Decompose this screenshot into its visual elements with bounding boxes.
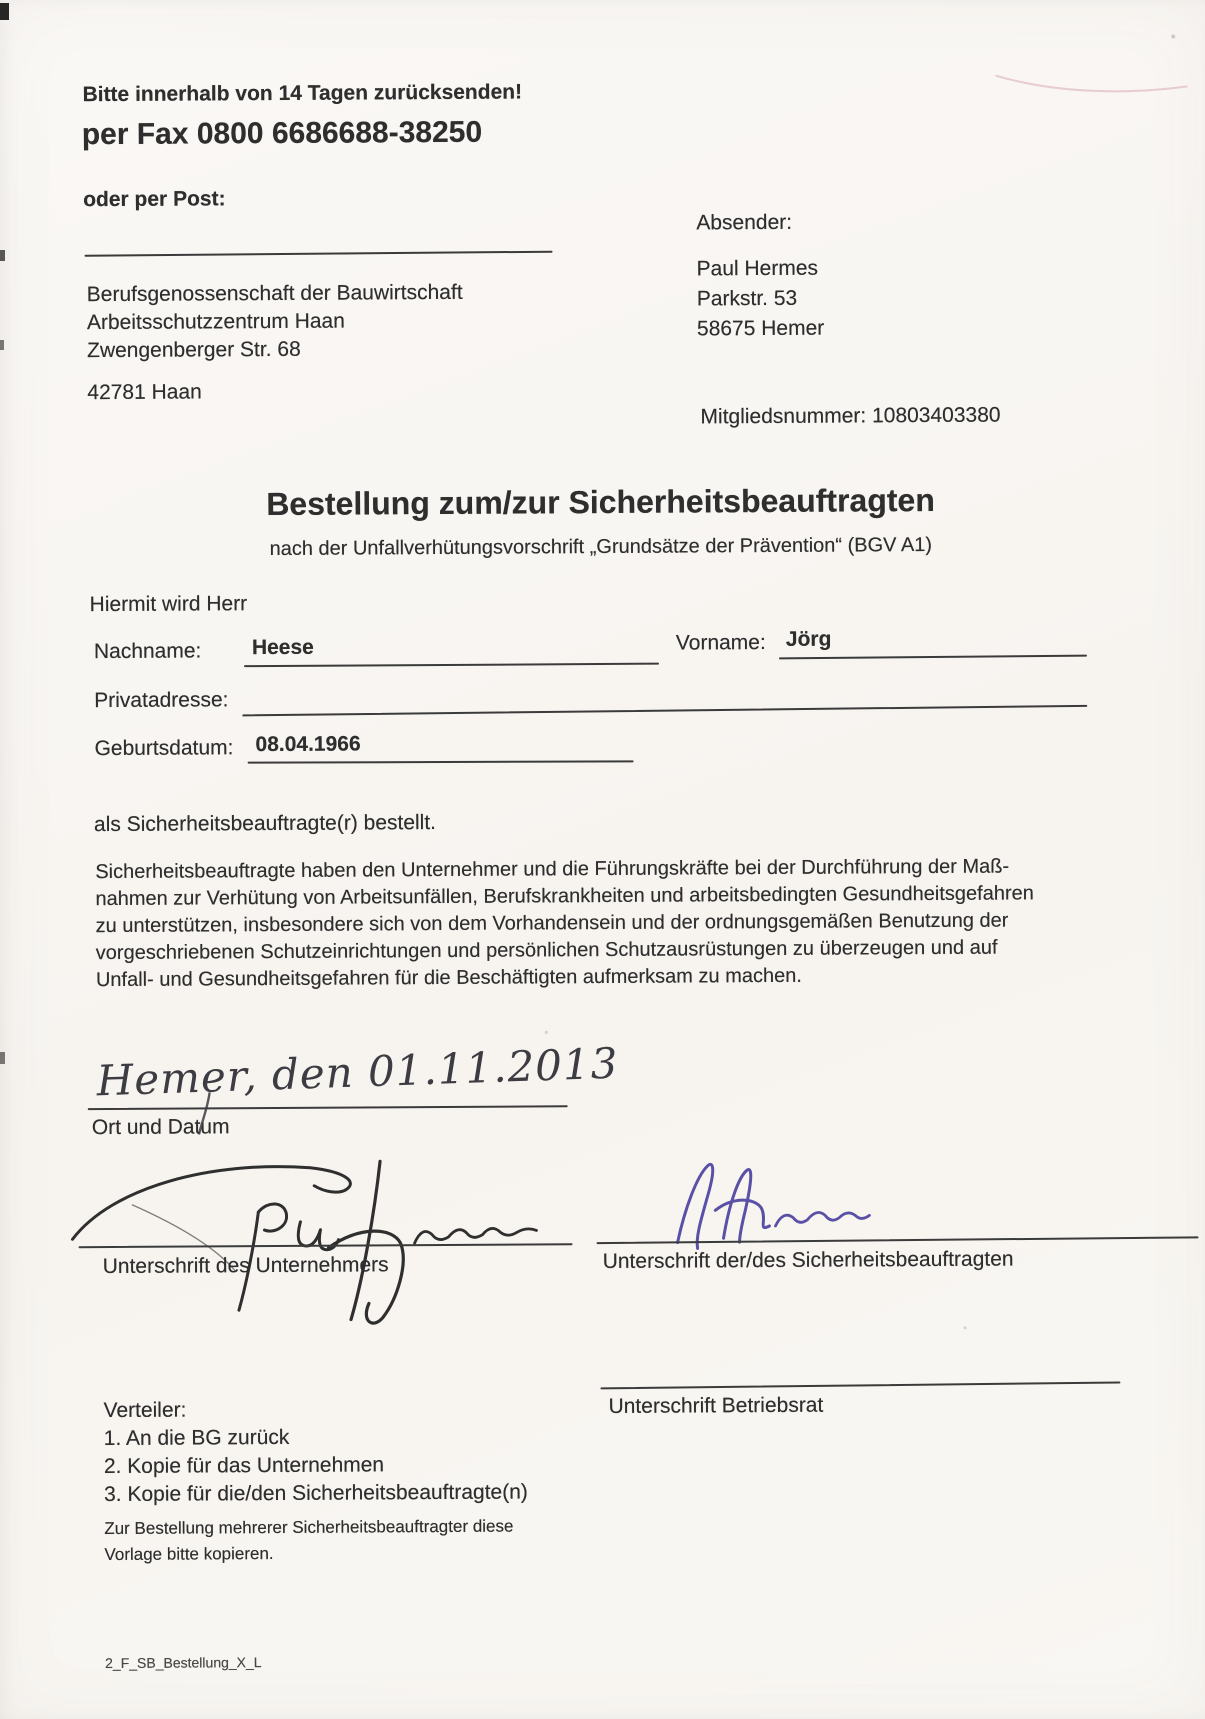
- membership-number: Mitgliedsnummer: 10803403380: [700, 403, 1001, 429]
- sender-line: Paul Hermes: [696, 256, 819, 281]
- betriebsrat-signature-label: Unterschrift Betriebsrat: [608, 1393, 824, 1418]
- handwriting-comma-tail: [199, 1092, 210, 1134]
- body-paragraph-line: nahmen zur Verhütung von Arbeitsunfällen, Berufskrankheiten und arbeitsbedingten Gesundheitsgefahren: [95, 882, 1034, 911]
- speck: [963, 1326, 966, 1329]
- form-subtitle: nach der Unfallverhütungsvorschrift „Grundsätze der Prävention“ (BGV A1): [269, 533, 933, 561]
- birthdate-label: Geburtsdatum:: [94, 736, 234, 761]
- sicherheitsbeauftragter-signature-label: Unterschrift der/des Sicherheitsbeauftragten: [602, 1247, 1014, 1274]
- sender-label: Absender:: [696, 210, 793, 235]
- unternehmer-signature-label: Unterschrift des Unternehmers: [102, 1253, 389, 1279]
- verteiler-item: 1. An die BG zurück: [103, 1425, 290, 1451]
- body-paragraph-line: Sicherheitsbeauftragte haben den Unternehmer und die Führungskräfte bei der Durchführung der Maß-: [95, 855, 1010, 884]
- birthdate-value: 08.04.1966: [255, 732, 361, 757]
- recipient-line: Berufsgenossenschaft der Bauwirtschaft: [86, 280, 463, 307]
- copy-note-line: Vorlage bitte kopieren.: [104, 1544, 274, 1565]
- form-title: Bestellung zum/zur Sicherheitsbeauftragten: [266, 481, 935, 523]
- scan-edge-mark: [0, 3, 9, 20]
- scan-edge-mark: [0, 1052, 5, 1064]
- lastname-label: Nachname:: [93, 639, 202, 664]
- post-line: oder per Post:: [83, 187, 226, 212]
- intro-line: Hiermit wird Herr: [89, 592, 248, 617]
- body-paragraph-line: vorgeschriebenen Schutzeinrichtungen und persönlichen Schutzausrüstungen zu überzeugen und auf: [95, 936, 998, 965]
- lastname-value: Heese: [251, 635, 314, 660]
- fax-line: per Fax 0800 6686688-38250: [81, 115, 483, 152]
- recipient-city: 42781 Haan: [87, 380, 202, 405]
- footer-form-code: 2_F_SB_Bestellung_X_L: [105, 1654, 262, 1672]
- firstname-value: Jörg: [785, 627, 832, 651]
- pink-scratch-artifact: [995, 74, 1187, 92]
- private-address-label: Privatadresse:: [94, 688, 229, 713]
- recipient-line: Zwengenberger Str. 68: [87, 337, 301, 363]
- body-paragraph-line: zu unterstützen, insbesondere sich von dem Vorhandensein und der ordnungsgemäßen Benutzung der: [95, 909, 1009, 938]
- speck: [1171, 34, 1175, 38]
- verteiler-label: Verteiler:: [103, 1398, 187, 1423]
- sender-line: Parkstr. 53: [696, 286, 798, 311]
- return-notice: Bitte innerhalb von 14 Tagen zurücksenden!: [82, 80, 523, 107]
- appointment-line: als Sicherheitsbeauftragte(r) bestellt.: [93, 811, 437, 837]
- copy-note-line: Zur Bestellung mehrerer Sicherheitsbeauftragter diese: [104, 1516, 514, 1539]
- speck: [545, 1031, 548, 1034]
- body-paragraph-line: Unfall- und Gesundheitsgefahren für die Beschäftigten aufmerksam zu machen.: [95, 964, 802, 992]
- scan-edge-mark: [0, 340, 4, 350]
- sender-line: 58675 Hemer: [696, 316, 825, 341]
- place-date-label: Ort und Datum: [91, 1115, 230, 1140]
- scan-edge-mark: [0, 250, 5, 261]
- handwritten-place-date: Hemer, den 01.11.2013: [95, 1038, 620, 1106]
- verteiler-item: 3. Kopie für die/den Sicherheitsbeauftragte(n): [104, 1480, 528, 1507]
- recipient-line: Arbeitsschutzzentrum Haan: [86, 309, 345, 335]
- verteiler-item: 2. Kopie für das Unternehmen: [103, 1453, 385, 1479]
- firstname-label: Vorname:: [675, 630, 766, 655]
